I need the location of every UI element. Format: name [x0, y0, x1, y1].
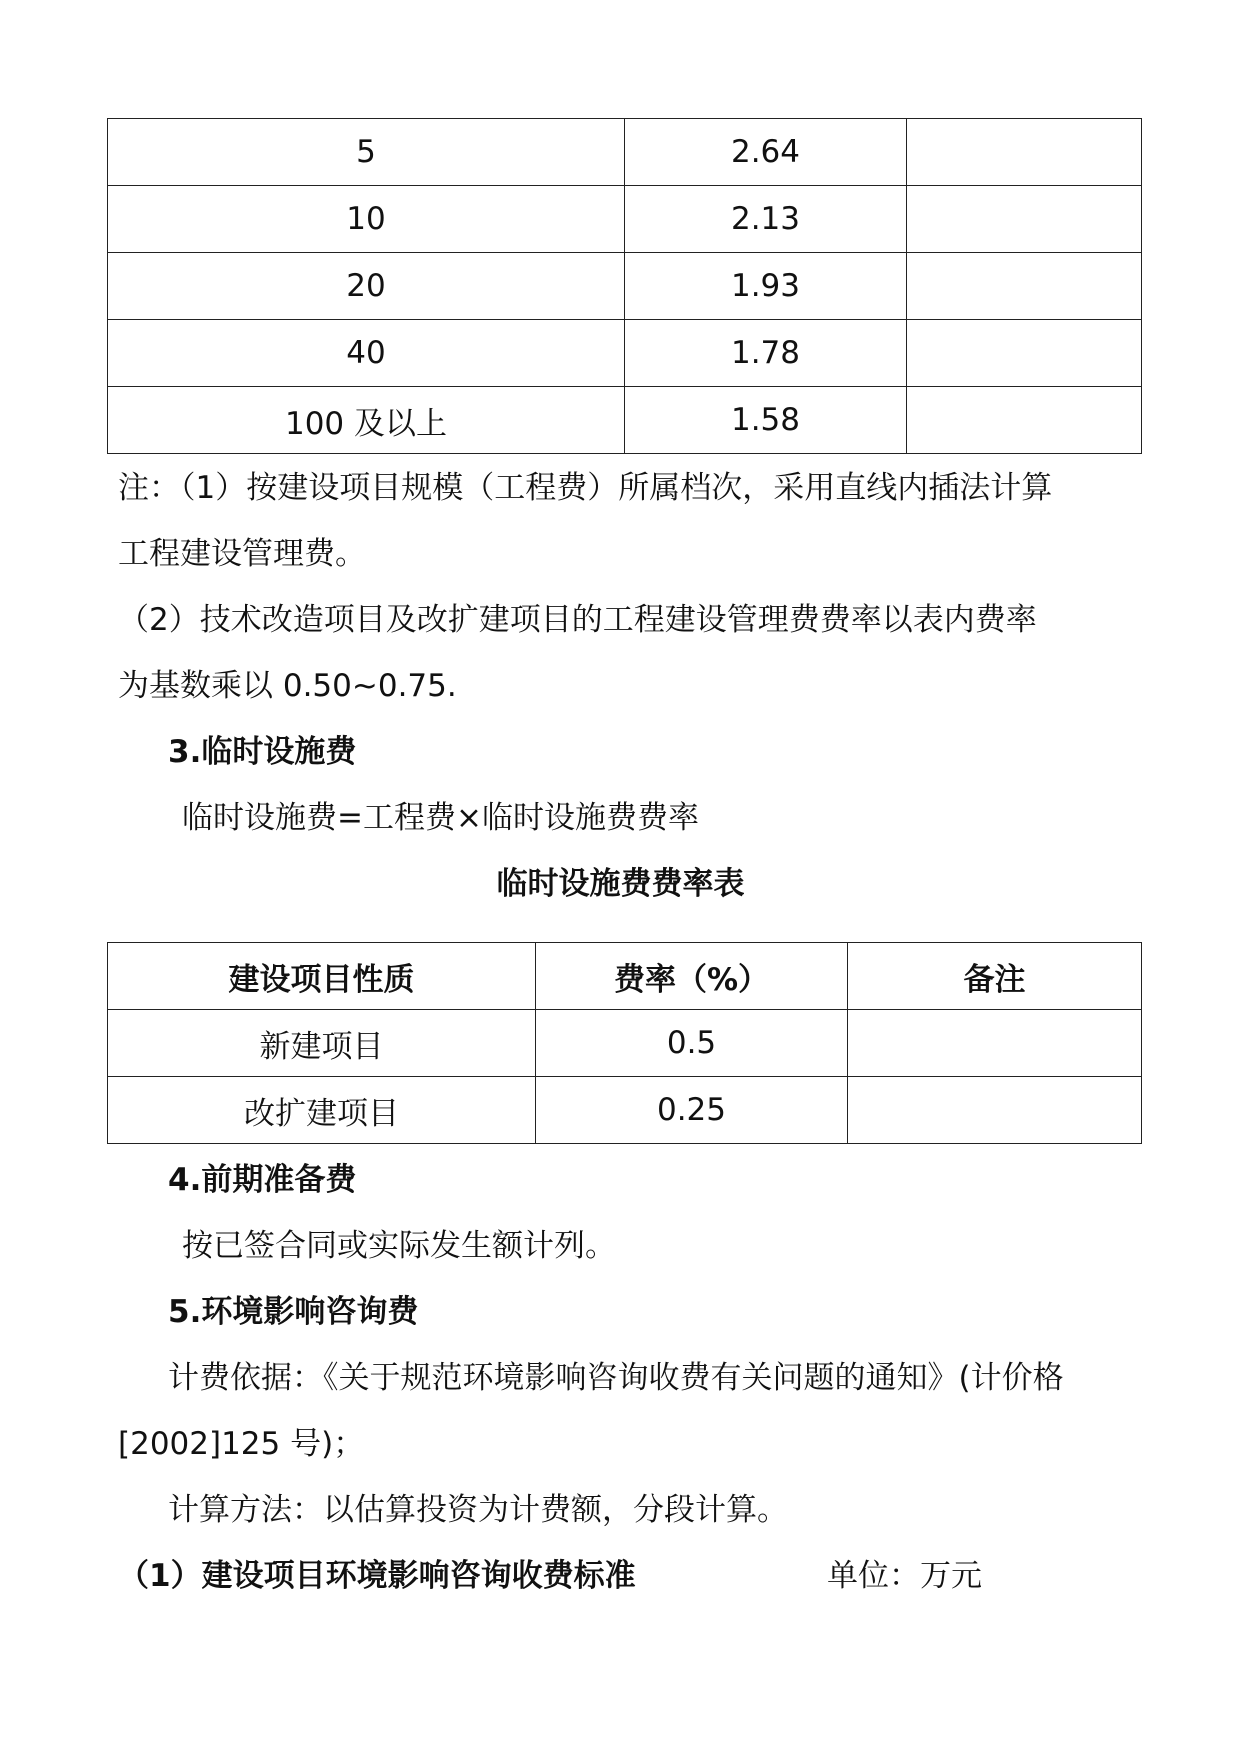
rate-cell: 1.58 — [625, 387, 907, 454]
table-row — [108, 186, 1142, 253]
fee-basis-line-1: 计费依据：《关于规范环境影响咨询收费有关问题的通知》(计价格 — [168, 1360, 1064, 1396]
table-row — [108, 253, 1142, 320]
fee-basis-line-2: [2002]125 号)； — [118, 1426, 365, 1462]
type-cell: 改扩建项目 — [108, 1077, 536, 1144]
rate-cell: 1.93 — [625, 253, 907, 320]
note-cell — [907, 387, 1142, 454]
section-4-heading: 4.前期准备费 — [168, 1162, 357, 1198]
note-1-line-2: 工程建设管理费。 — [118, 536, 366, 572]
type-cell: 新建项目 — [108, 1010, 536, 1077]
note-cell — [848, 1010, 1142, 1077]
scale-cell: 40 — [108, 320, 625, 387]
table-row — [108, 119, 1142, 186]
table-row — [108, 387, 1142, 454]
note-cell — [907, 119, 1142, 186]
section-5-heading: 5.环境影响咨询费 — [168, 1294, 419, 1330]
temporary-facility-rate-table — [107, 942, 1142, 1144]
unit-label: 单位：万元 — [827, 1558, 982, 1594]
note-cell — [907, 186, 1142, 253]
section-3-formula: 临时设施费=工程费×临时设施费费率 — [182, 800, 699, 836]
scale-cell: 100 及以上 — [108, 387, 625, 454]
note-cell — [907, 253, 1142, 320]
scale-cell: 5 — [108, 119, 625, 186]
note-cell — [907, 320, 1142, 387]
management-fee-rate-table — [107, 118, 1142, 454]
calculation-method: 计算方法：以估算投资为计费额，分段计算。 — [168, 1492, 788, 1528]
rate-cell: 2.13 — [625, 186, 907, 253]
column-header-type: 建设项目性质 — [108, 943, 536, 1010]
scale-cell: 10 — [108, 186, 625, 253]
scale-cell: 20 — [108, 253, 625, 320]
rate-cell: 2.64 — [625, 119, 907, 186]
note-1-line-1: 注：（1）按建设项目规模（工程费）所属档次，采用直线内插法计算 — [118, 470, 1053, 506]
column-header-note: 备注 — [848, 943, 1142, 1010]
rate-cell: 0.25 — [536, 1077, 848, 1144]
rate-cell: 0.5 — [536, 1010, 848, 1077]
column-header-rate: 费率（%） — [536, 943, 848, 1010]
note-2-line-1: （2）技术改造项目及改扩建项目的工程建设管理费费率以表内费率 — [118, 602, 1037, 638]
table-row — [108, 1077, 1142, 1144]
table-2-title: 临时设施费费率表 — [496, 866, 745, 902]
section-4-text: 按已签合同或实际发生额计列。 — [182, 1228, 616, 1264]
table-header-row — [108, 943, 1142, 1010]
note-cell — [848, 1077, 1142, 1144]
rate-cell: 1.78 — [625, 320, 907, 387]
section-3-heading: 3.临时设施费 — [168, 734, 357, 770]
note-2-line-2: 为基数乘以 0.50~0.75. — [118, 668, 457, 704]
table-row — [108, 320, 1142, 387]
subsection-1-heading: （1）建设项目环境影响咨询收费标准 — [118, 1558, 636, 1594]
table-row — [108, 1010, 1142, 1077]
